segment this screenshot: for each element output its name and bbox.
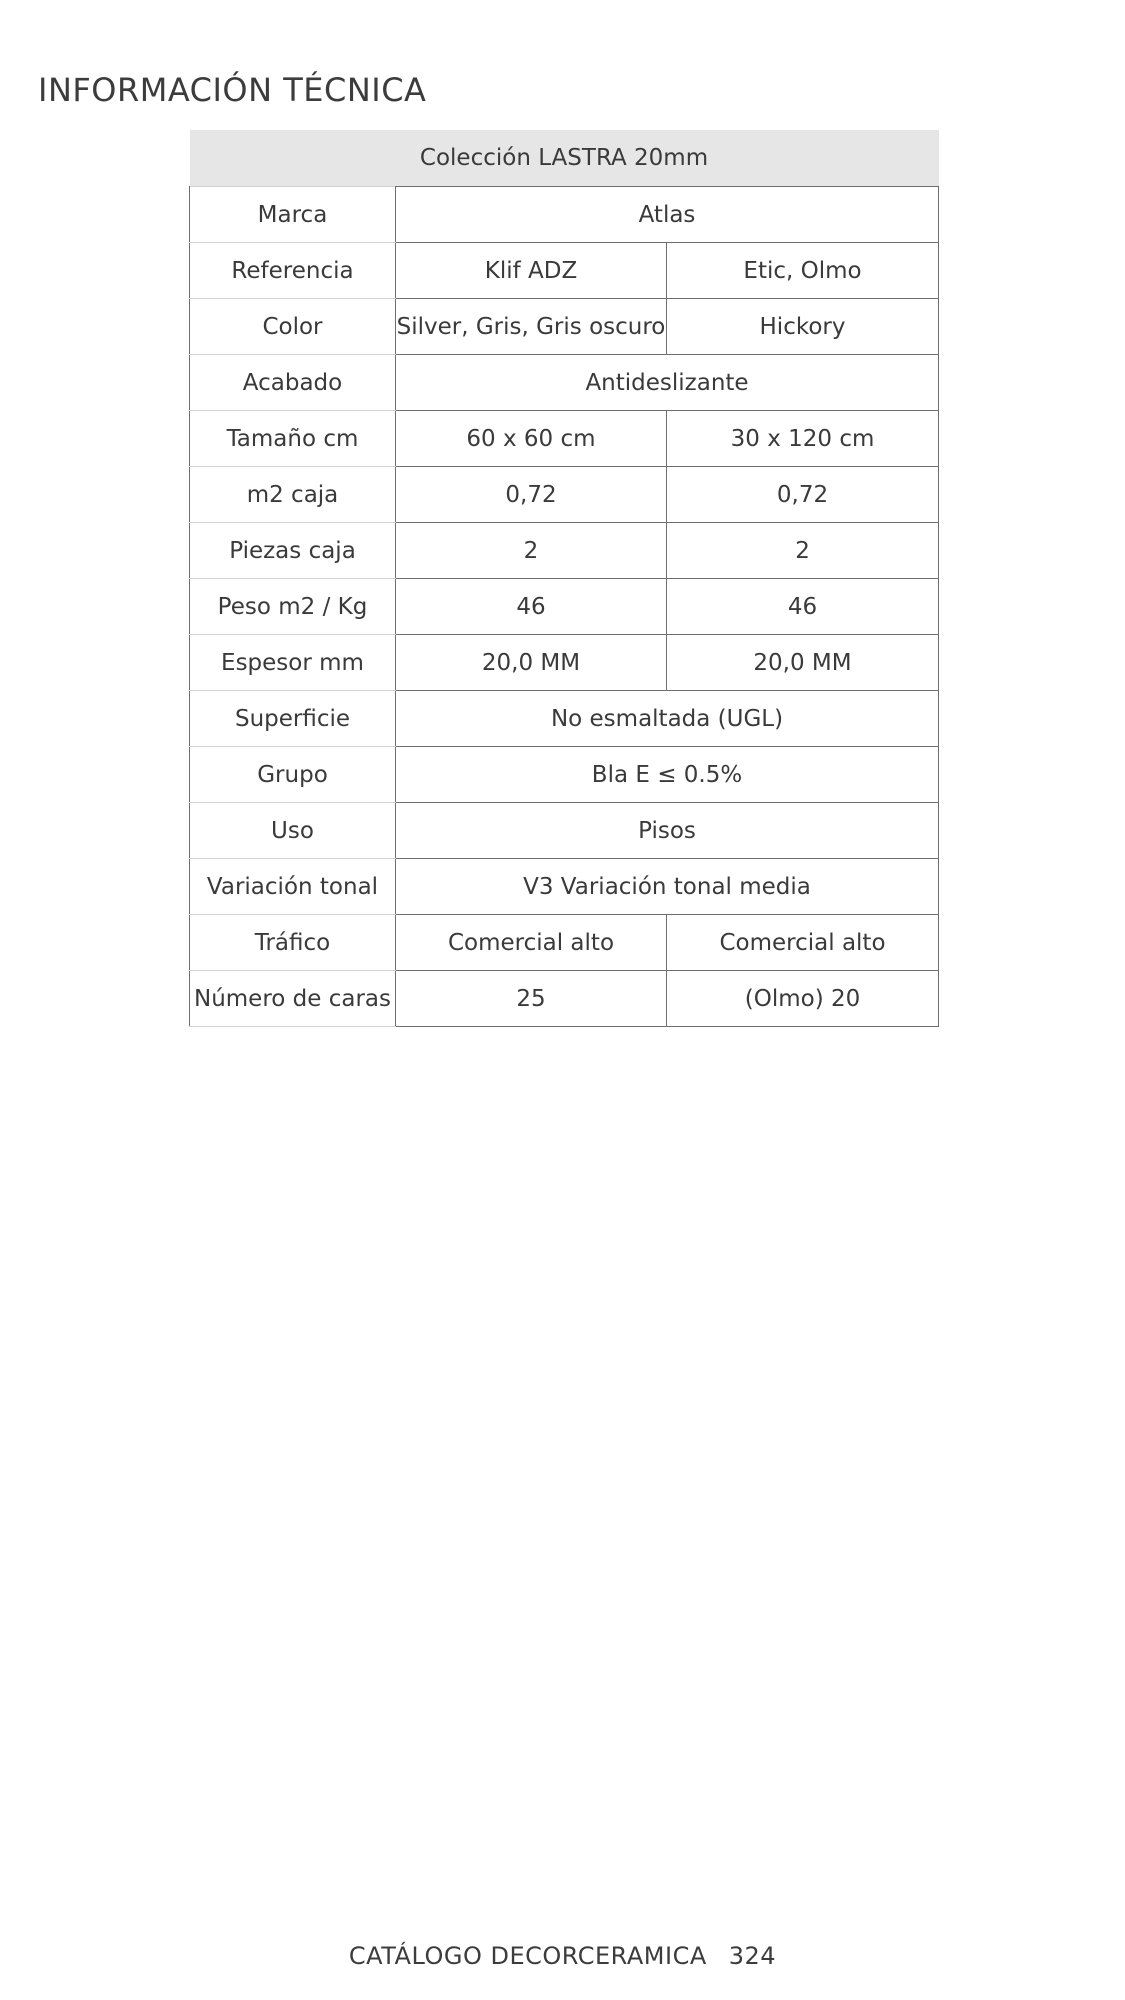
table-row bbox=[190, 691, 939, 747]
table-header-row bbox=[190, 130, 939, 187]
row-label: Referencia bbox=[190, 243, 396, 299]
row-value-etic-olmo: 30 x 120 cm bbox=[667, 411, 939, 467]
row-value-etic-olmo: Hickory bbox=[667, 299, 939, 355]
row-label: m2 caja bbox=[190, 467, 396, 523]
table-row bbox=[190, 299, 939, 355]
page-number: 324 bbox=[728, 1942, 777, 1970]
row-value-merged: Antideslizante bbox=[396, 355, 939, 411]
row-value-merged: Atlas bbox=[396, 187, 939, 243]
row-value-klif: 0,72 bbox=[396, 467, 667, 523]
table-row bbox=[190, 579, 939, 635]
technical-spec-table bbox=[189, 130, 939, 1027]
row-value-klif: 25 bbox=[396, 971, 667, 1027]
table-row bbox=[190, 803, 939, 859]
row-value-etic-olmo: 46 bbox=[667, 579, 939, 635]
row-value-etic-olmo: Comercial alto bbox=[667, 915, 939, 971]
row-value-merged: V3 Variación tonal media bbox=[396, 859, 939, 915]
row-label: Peso m2 / Kg bbox=[190, 579, 396, 635]
row-label: Piezas caja bbox=[190, 523, 396, 579]
row-value-merged: Pisos bbox=[396, 803, 939, 859]
table-row bbox=[190, 467, 939, 523]
row-label: Marca bbox=[190, 187, 396, 243]
row-value-etic-olmo: (Olmo) 20 bbox=[667, 971, 939, 1027]
row-label: Acabado bbox=[190, 355, 396, 411]
row-label: Color bbox=[190, 299, 396, 355]
row-value-merged: Bla E ≤ 0.5% bbox=[396, 747, 939, 803]
table-row bbox=[190, 971, 939, 1027]
table-row bbox=[190, 523, 939, 579]
row-label: Tráfico bbox=[190, 915, 396, 971]
table-row bbox=[190, 411, 939, 467]
row-label: Tamaño cm bbox=[190, 411, 396, 467]
catalog-name: CATÁLOGO DECORCERAMICA bbox=[348, 1942, 707, 1970]
row-value-klif: 2 bbox=[396, 523, 667, 579]
row-value-klif: Klif ADZ bbox=[396, 243, 667, 299]
page-footer bbox=[0, 1942, 1125, 1970]
row-value-klif: 46 bbox=[396, 579, 667, 635]
row-value-klif: Silver, Gris, Gris oscuro bbox=[396, 299, 667, 355]
page-title: INFORMACIÓN TÉCNICA bbox=[38, 71, 427, 109]
table-row bbox=[190, 243, 939, 299]
row-label: Superficie bbox=[190, 691, 396, 747]
table-row bbox=[190, 915, 939, 971]
row-value-etic-olmo: 20,0 MM bbox=[667, 635, 939, 691]
row-label: Uso bbox=[190, 803, 396, 859]
row-value-klif: 60 x 60 cm bbox=[396, 411, 667, 467]
row-value-etic-olmo: 2 bbox=[667, 523, 939, 579]
row-value-klif: 20,0 MM bbox=[396, 635, 667, 691]
row-label: Espesor mm bbox=[190, 635, 396, 691]
table-row bbox=[190, 187, 939, 243]
collection-header: Colección LASTRA 20mm bbox=[190, 130, 939, 187]
table-body bbox=[190, 187, 939, 1027]
row-value-etic-olmo: 0,72 bbox=[667, 467, 939, 523]
table-row bbox=[190, 859, 939, 915]
table-row bbox=[190, 747, 939, 803]
row-value-merged: No esmaltada (UGL) bbox=[396, 691, 939, 747]
row-value-etic-olmo: Etic, Olmo bbox=[667, 243, 939, 299]
row-label: Grupo bbox=[190, 747, 396, 803]
row-label: Variación tonal bbox=[190, 859, 396, 915]
row-value-klif: Comercial alto bbox=[396, 915, 667, 971]
row-label: Número de caras bbox=[190, 971, 396, 1027]
table-row bbox=[190, 355, 939, 411]
table-row bbox=[190, 635, 939, 691]
